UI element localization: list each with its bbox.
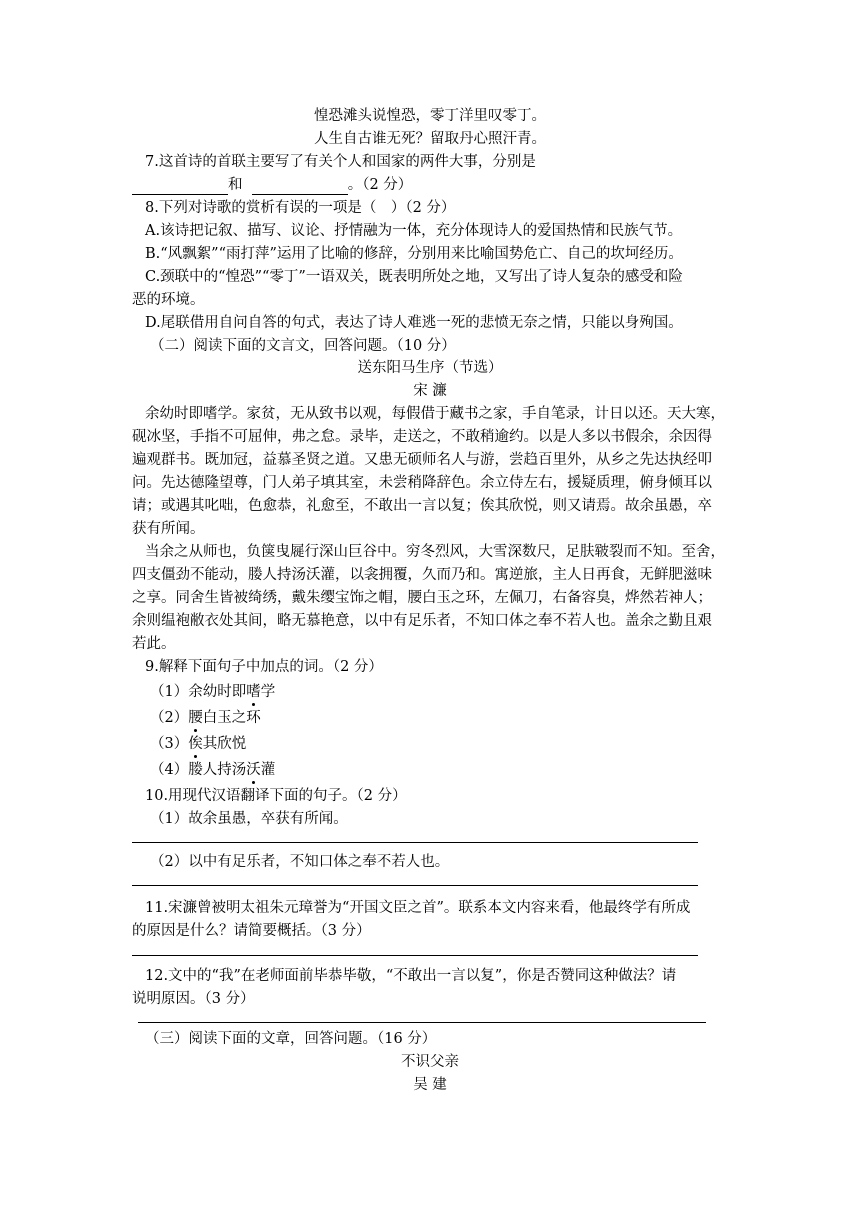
question-11-line-1: 11.宋濂曾被明太祖朱元璋誉为“开国文臣之首”。联系本文内容来看，他最终学有所成: [145, 900, 691, 916]
item-text: 其欣悦: [202, 736, 247, 752]
passage-line: 之享。同舍生皆被绮绣，戴朱缨宝饰之帽，腰白玉之环，左佩刀，右备容臭，烨然若神人；: [132, 590, 712, 606]
dotted-character: 沃: [246, 762, 261, 778]
item-text: 白玉之环: [202, 710, 261, 726]
item-text: （3）: [150, 736, 189, 752]
section-3-author: 吴 建: [413, 1077, 447, 1093]
passage-line: 问。先达德隆望尊，门人弟子填其室，未尝稍降辞色。余立侍左右，援疑质理，俯身倾耳以: [132, 475, 712, 491]
passage-line: 若此。: [132, 636, 176, 652]
question-12-line-1: 12.文中的“我”在老师面前毕恭毕敬，“不敢出一言以复”，你是否赞同这种做法？请: [145, 968, 677, 984]
question-9-item-1: [150, 682, 275, 702]
question-8-option-c: C.颈联中的“惶恐”“零丁”一语双关，既表明所处之地，又写出了诗人复杂的感受和险: [145, 269, 683, 285]
passage-line: 获有所闻。: [132, 521, 205, 537]
item-text: （4）媵人持汤: [150, 762, 247, 778]
answer-line[interactable]: [132, 842, 698, 843]
section-3-heading: （三）阅读下面的文章，回答问题。（16 分）: [145, 1031, 437, 1047]
question-10-item-1: （1）故余虽愚，卒获有所闻。: [150, 811, 348, 827]
question-12-line-2: 说明原因。（3 分）: [132, 991, 255, 1007]
question-8-option-b: B.“风飘絮”“雨打萍”运用了比喻的修辞，分别用来比喻国势危亡、自己的坎坷经历。: [145, 246, 683, 262]
passage-line: 余则缊袍敝衣处其间，略无慕艳意，以中有足乐者，不知口体之奉不若人也。盖余之勤且艰: [132, 613, 712, 629]
answer-line[interactable]: [138, 1022, 706, 1023]
poem-line-2: 人生自古谁无死？留取丹心照汗青。: [314, 131, 546, 147]
dotted-character: 腰: [188, 710, 203, 726]
dotted-character: 俟: [188, 736, 203, 752]
poem-line-1: 惶恐滩头说惶恐，零丁洋里叹零丁。: [314, 108, 546, 124]
item-text: （1）余幼时即: [150, 684, 247, 700]
question-7-stem: 7.这首诗的首联主要写了有关个人和国家的两件大事，分别是: [145, 154, 536, 170]
passage-line: 当余之从师也，负箧曳屣行深山巨谷中。穷冬烈风，大雪深数尺，足肤皲裂而不知。至舍，: [145, 544, 725, 560]
passage-line: 砚冰坚，手指不可屈伸，弗之怠。录毕，走送之，不敢稍逾约。以是人多以书假余，余因得: [132, 429, 712, 445]
passage-line: 遍观群书。既加冠，益慕圣贤之道。又患无硕师名人与游，尝趋百里外，从乡之先达执经叩: [132, 452, 712, 468]
answer-line[interactable]: [132, 955, 698, 956]
question-10-stem: 10.用现代汉语翻译下面的句子。（2 分）: [145, 788, 407, 804]
answer-line[interactable]: [132, 885, 698, 886]
section-2-title: 送东阳马生序（节选）: [357, 360, 503, 376]
question-8-option-d: D.尾联借用自问自答的句式，表达了诗人难逃一死的悲愤无奈之情，只能以身殉国。: [145, 315, 683, 331]
question-8-option-c-cont: 恶的环境。: [132, 292, 205, 308]
question-7-score: 。（2 分）: [347, 177, 413, 193]
question-9-stem: 9.解释下面句子中加点的词。（2 分）: [145, 659, 383, 675]
answer-blank-1[interactable]: [132, 180, 228, 195]
question-9-item-3: [150, 734, 246, 754]
item-text: 学: [260, 684, 276, 700]
question-7-answer-line: [132, 175, 412, 195]
question-8-stem: 8.下列对诗歌的赏析有误的一项是（ ）（2 分）: [145, 200, 456, 216]
passage-line: 余幼时即嗜学。家贫，无从致书以观，每假借于藏书之家，手自笔录，计日以还。天大寒，: [145, 406, 725, 422]
passage-line: 请；或遇其叱咄，色愈恭，礼愈至，不敢出一言以复；俟其欣悦，则又请焉。故余虽愚，卒: [132, 498, 712, 514]
section-3-title: 不识父亲: [401, 1054, 459, 1070]
question-9-item-4: [150, 760, 275, 780]
item-text: 灌: [260, 762, 276, 778]
section-2-author: 宋 濂: [413, 383, 447, 399]
section-2-heading: （二）阅读下面的文言文，回答问题。（10 分）: [150, 338, 456, 354]
answer-blank-2[interactable]: [252, 180, 348, 195]
question-7-and: 和: [228, 177, 243, 193]
item-text: （2）: [150, 710, 189, 726]
dotted-character: 嗜: [246, 684, 261, 700]
question-11-line-2: 的原因是什么？请简要概括。（3 分）: [132, 923, 371, 939]
passage-line: 四支僵劲不能动，媵人持汤沃灌，以衾拥覆，久而乃和。寓逆旅，主人日再食，无鲜肥滋味: [132, 567, 712, 583]
question-9-item-2: [150, 708, 261, 728]
question-10-item-2: （2）以中有足乐者，不知口体之奉不若人也。: [150, 854, 450, 870]
question-8-option-a: A.该诗把记叙、描写、议论、抒情融为一体，充分体现诗人的爱国热情和民族气节。: [145, 223, 683, 239]
